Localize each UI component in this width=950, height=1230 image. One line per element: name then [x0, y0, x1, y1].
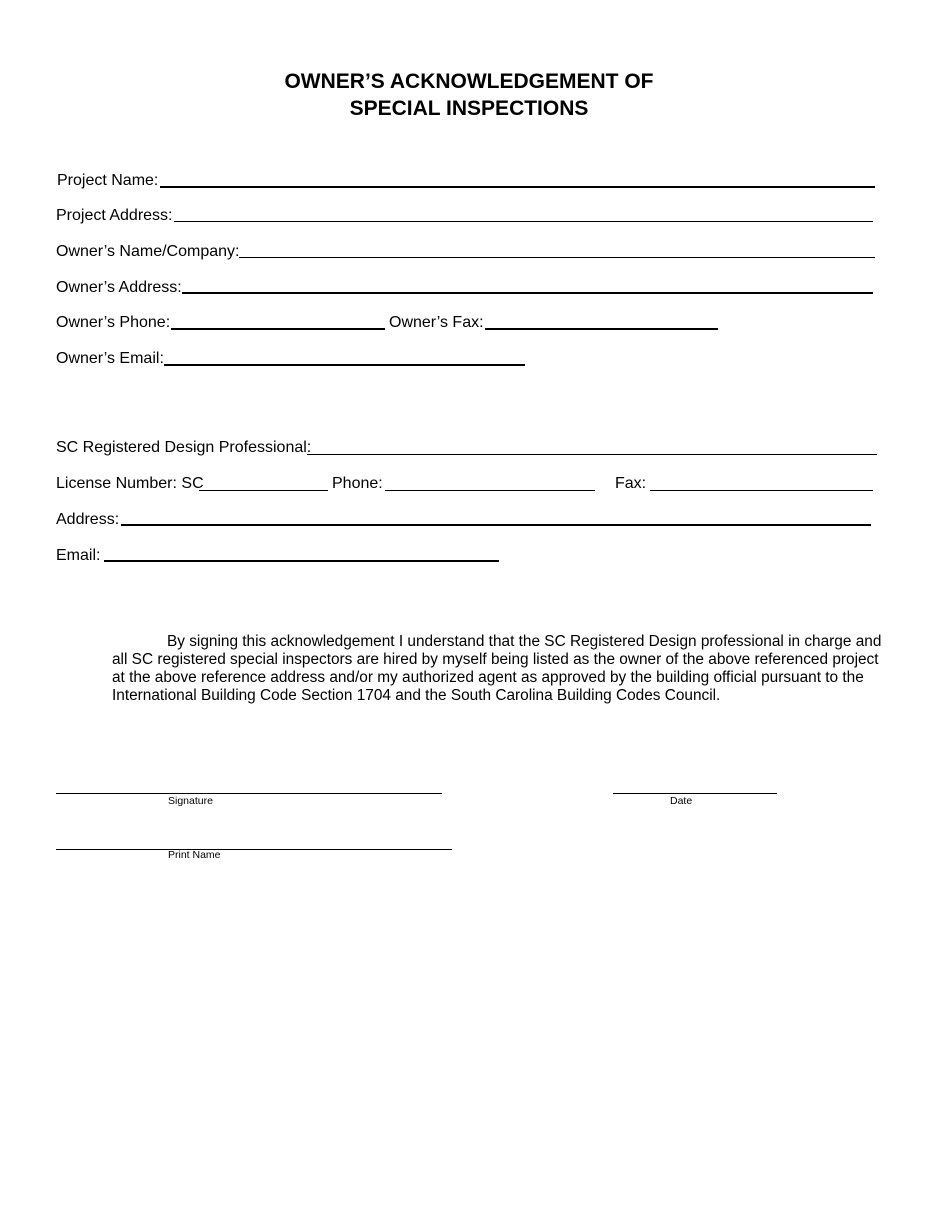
design-phone-label: Phone:: [332, 475, 383, 492]
form-title-line-2: SPECIAL INSPECTIONS: [349, 97, 589, 120]
design-professional-label: SC Registered Design Professional:: [56, 439, 312, 456]
license-number-label: License Number: SC: [56, 475, 204, 492]
date-caption: Date: [670, 795, 693, 807]
design-email-label: Email:: [56, 547, 101, 564]
license-number-field[interactable]: [199, 490, 328, 491]
owner-fax-field[interactable]: [485, 328, 718, 330]
owner-fax-label: Owner’s Fax:: [389, 314, 484, 331]
owner-name-field[interactable]: [239, 257, 875, 258]
design-address-label: Address:: [56, 511, 120, 528]
project-name-field[interactable]: [160, 186, 875, 188]
owner-name-label: Owner’s Name/Company:: [56, 243, 240, 260]
design-phone-field[interactable]: [385, 490, 595, 491]
signature-field[interactable]: [56, 793, 442, 794]
project-name-label: Project Name:: [57, 172, 159, 189]
form-title: [0, 68, 938, 122]
design-fax-field[interactable]: [650, 490, 873, 491]
owner-address-field[interactable]: [182, 292, 873, 294]
design-professional-field[interactable]: [307, 454, 877, 455]
owner-phone-label: Owner’s Phone:: [56, 314, 171, 331]
design-email-field[interactable]: [104, 560, 499, 562]
owner-email-field[interactable]: [164, 364, 525, 366]
owner-address-label: Owner’s Address:: [56, 279, 182, 296]
design-address-field[interactable]: [121, 524, 871, 526]
project-address-label: Project Address:: [56, 207, 173, 224]
print-name-field[interactable]: [56, 849, 452, 850]
project-address-field[interactable]: [174, 221, 873, 222]
print-name-caption: Print Name: [168, 849, 221, 861]
acknowledgement-statement: [112, 633, 882, 705]
form-title-line-1: OWNER’S ACKNOWLEDGEMENT OF: [284, 70, 654, 93]
design-fax-label: Fax:: [615, 475, 647, 492]
date-field[interactable]: [613, 793, 777, 794]
signature-caption: Signature: [168, 795, 213, 807]
owner-phone-field[interactable]: [171, 328, 385, 330]
owner-email-label: Owner’s Email:: [56, 350, 164, 367]
acknowledgement-text: By signing this acknowledgement I understand that the SC Registered Design professional in charge and all SC registered special inspectors are hired by myself being listed as the owner of the above referenced project at the above reference address and/or my authorized agent as approved by the building official pursuant to the International Building Code Section 1704 and the South Carolina Building Codes Council.: [112, 633, 882, 704]
